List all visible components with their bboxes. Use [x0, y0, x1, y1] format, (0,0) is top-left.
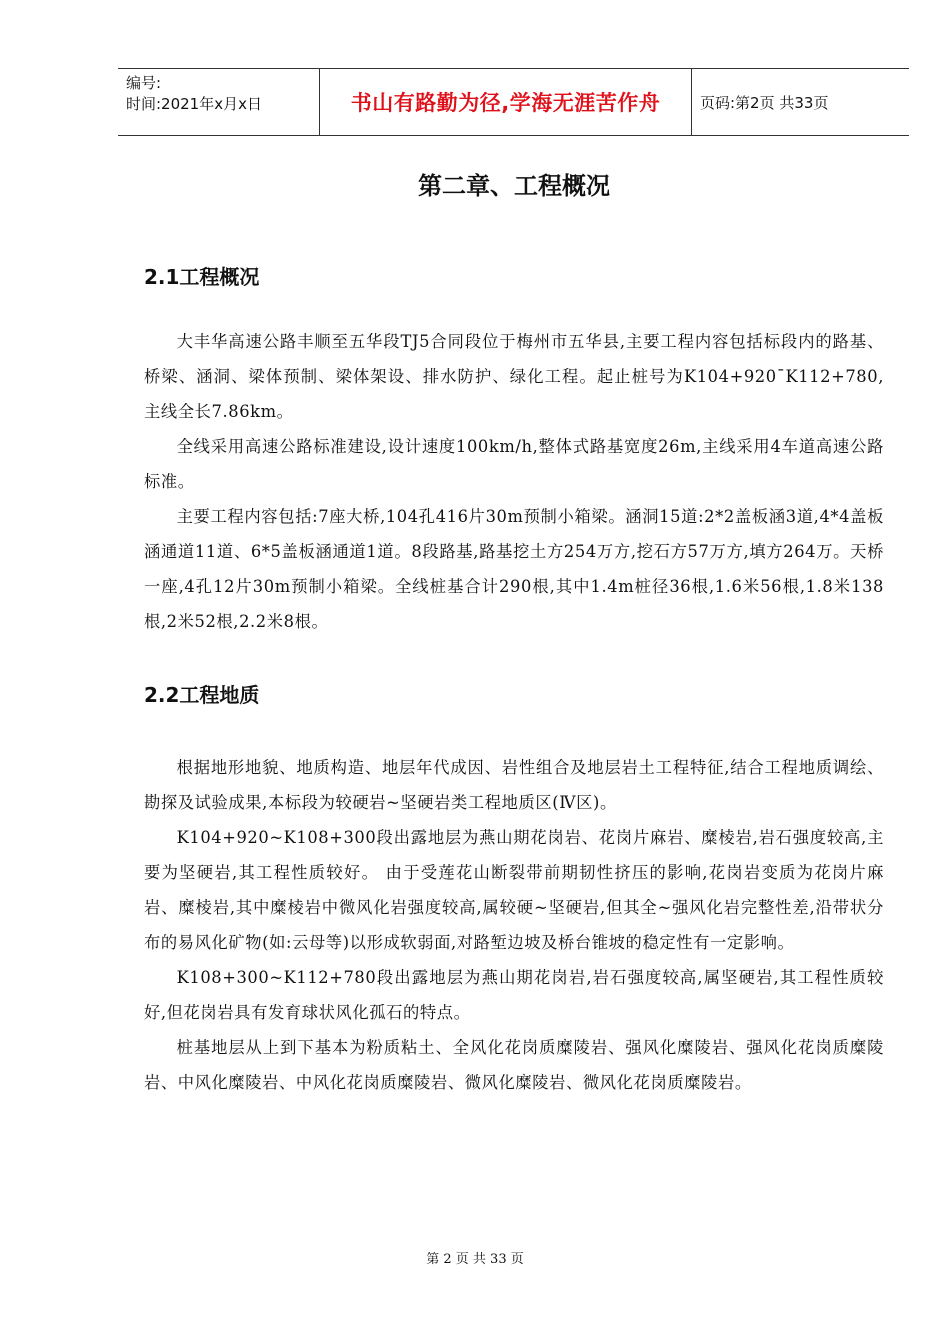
- header-page-info: 页码:第2页 共33页: [700, 93, 829, 112]
- header-meta: [118, 69, 320, 135]
- chapter-title: 第二章、工程概况: [418, 172, 610, 200]
- paragraph: 主要工程内容包括:7座大桥,104孔416片30m预制小箱梁。涵洞15道:2*2盖板涵3道,4*4盖板涵通道11道、6*5盖板涵通道1道。8段路基,路基挖土方254万方,挖石方57万方,填方264万。天桥一座,4孔12片30m预制小箱梁。全线桩基合计290根,其中1.4m桩径36根,1.6米56根,1.8米138根,2米52根,2.2米8根。: [144, 507, 884, 631]
- paragraph: K108+300~K112+780段出露地层为燕山期花岗岩,岩石强度较高,属坚硬岩,其工程性质较好,但花岗岩具有发育球状风化孤石的特点。: [144, 968, 884, 1022]
- paragraph: 桩基地层从上到下基本为粉质粘土、全风化花岗质糜陵岩、强风化糜陵岩、强风化花岗质糜陵岩、中风化糜陵岩、中风化花岗质糜陵岩、微风化糜陵岩、微风化花岗质糜陵岩。: [144, 1038, 884, 1092]
- paragraph: K104+920~K108+300段出露地层为燕山期花岗岩、花岗片麻岩、糜棱岩,岩石强度较高,主要为坚硬岩,其工程性质较好。 由于受莲花山断裂带前期韧性挤压的影响,花岗岩变质为花岗片麻岩、糜棱岩,其中糜棱岩中微风化岩强度较高,属较硬~坚硬岩,但其全~强风化岩完整性差,沿带状分布的易风化矿物(如:云母等)以形成软弱面,对路堑边坡及桥台锥坡的稳定性有一定影响。: [144, 828, 884, 952]
- section-2-1-body: [144, 324, 884, 639]
- page-header: [118, 68, 909, 136]
- page-footer: 第 2 页 共 33 页: [426, 1252, 524, 1267]
- paragraph: 大丰华高速公路丰顺至五华段TJ5合同段位于梅州市五华县,主要工程内容包括标段内的路基、桥梁、涵洞、梁体预制、梁体架设、排水防护、绿化工程。起止桩号为K104+920¯K112+780,主线全长7.86km。: [144, 332, 884, 421]
- document-body: [144, 166, 884, 1100]
- document-time-label: 时间:2021年x月x日: [126, 95, 262, 113]
- document-number-label: 编号:: [126, 74, 162, 92]
- paragraph: 全线采用高速公路标准建设,设计速度100km/h,整体式路基宽度26m,主线采用4车道高速公路标准。: [144, 437, 884, 491]
- paragraph: 根据地形地貌、地质构造、地层年代成因、岩性组合及地层岩土工程特征,结合工程地质调绘、勘探及试验成果,本标段为较硬岩~坚硬岩类工程地质区(Ⅳ区)。: [144, 758, 884, 812]
- header-motto: 书山有路勤为径,学海无涯苦作舟: [320, 69, 692, 135]
- section-2-2-body: [144, 750, 884, 1100]
- section-heading-2-1: 2.1工程概况: [144, 265, 260, 289]
- section-heading-2-2: 2.2工程地质: [144, 683, 260, 707]
